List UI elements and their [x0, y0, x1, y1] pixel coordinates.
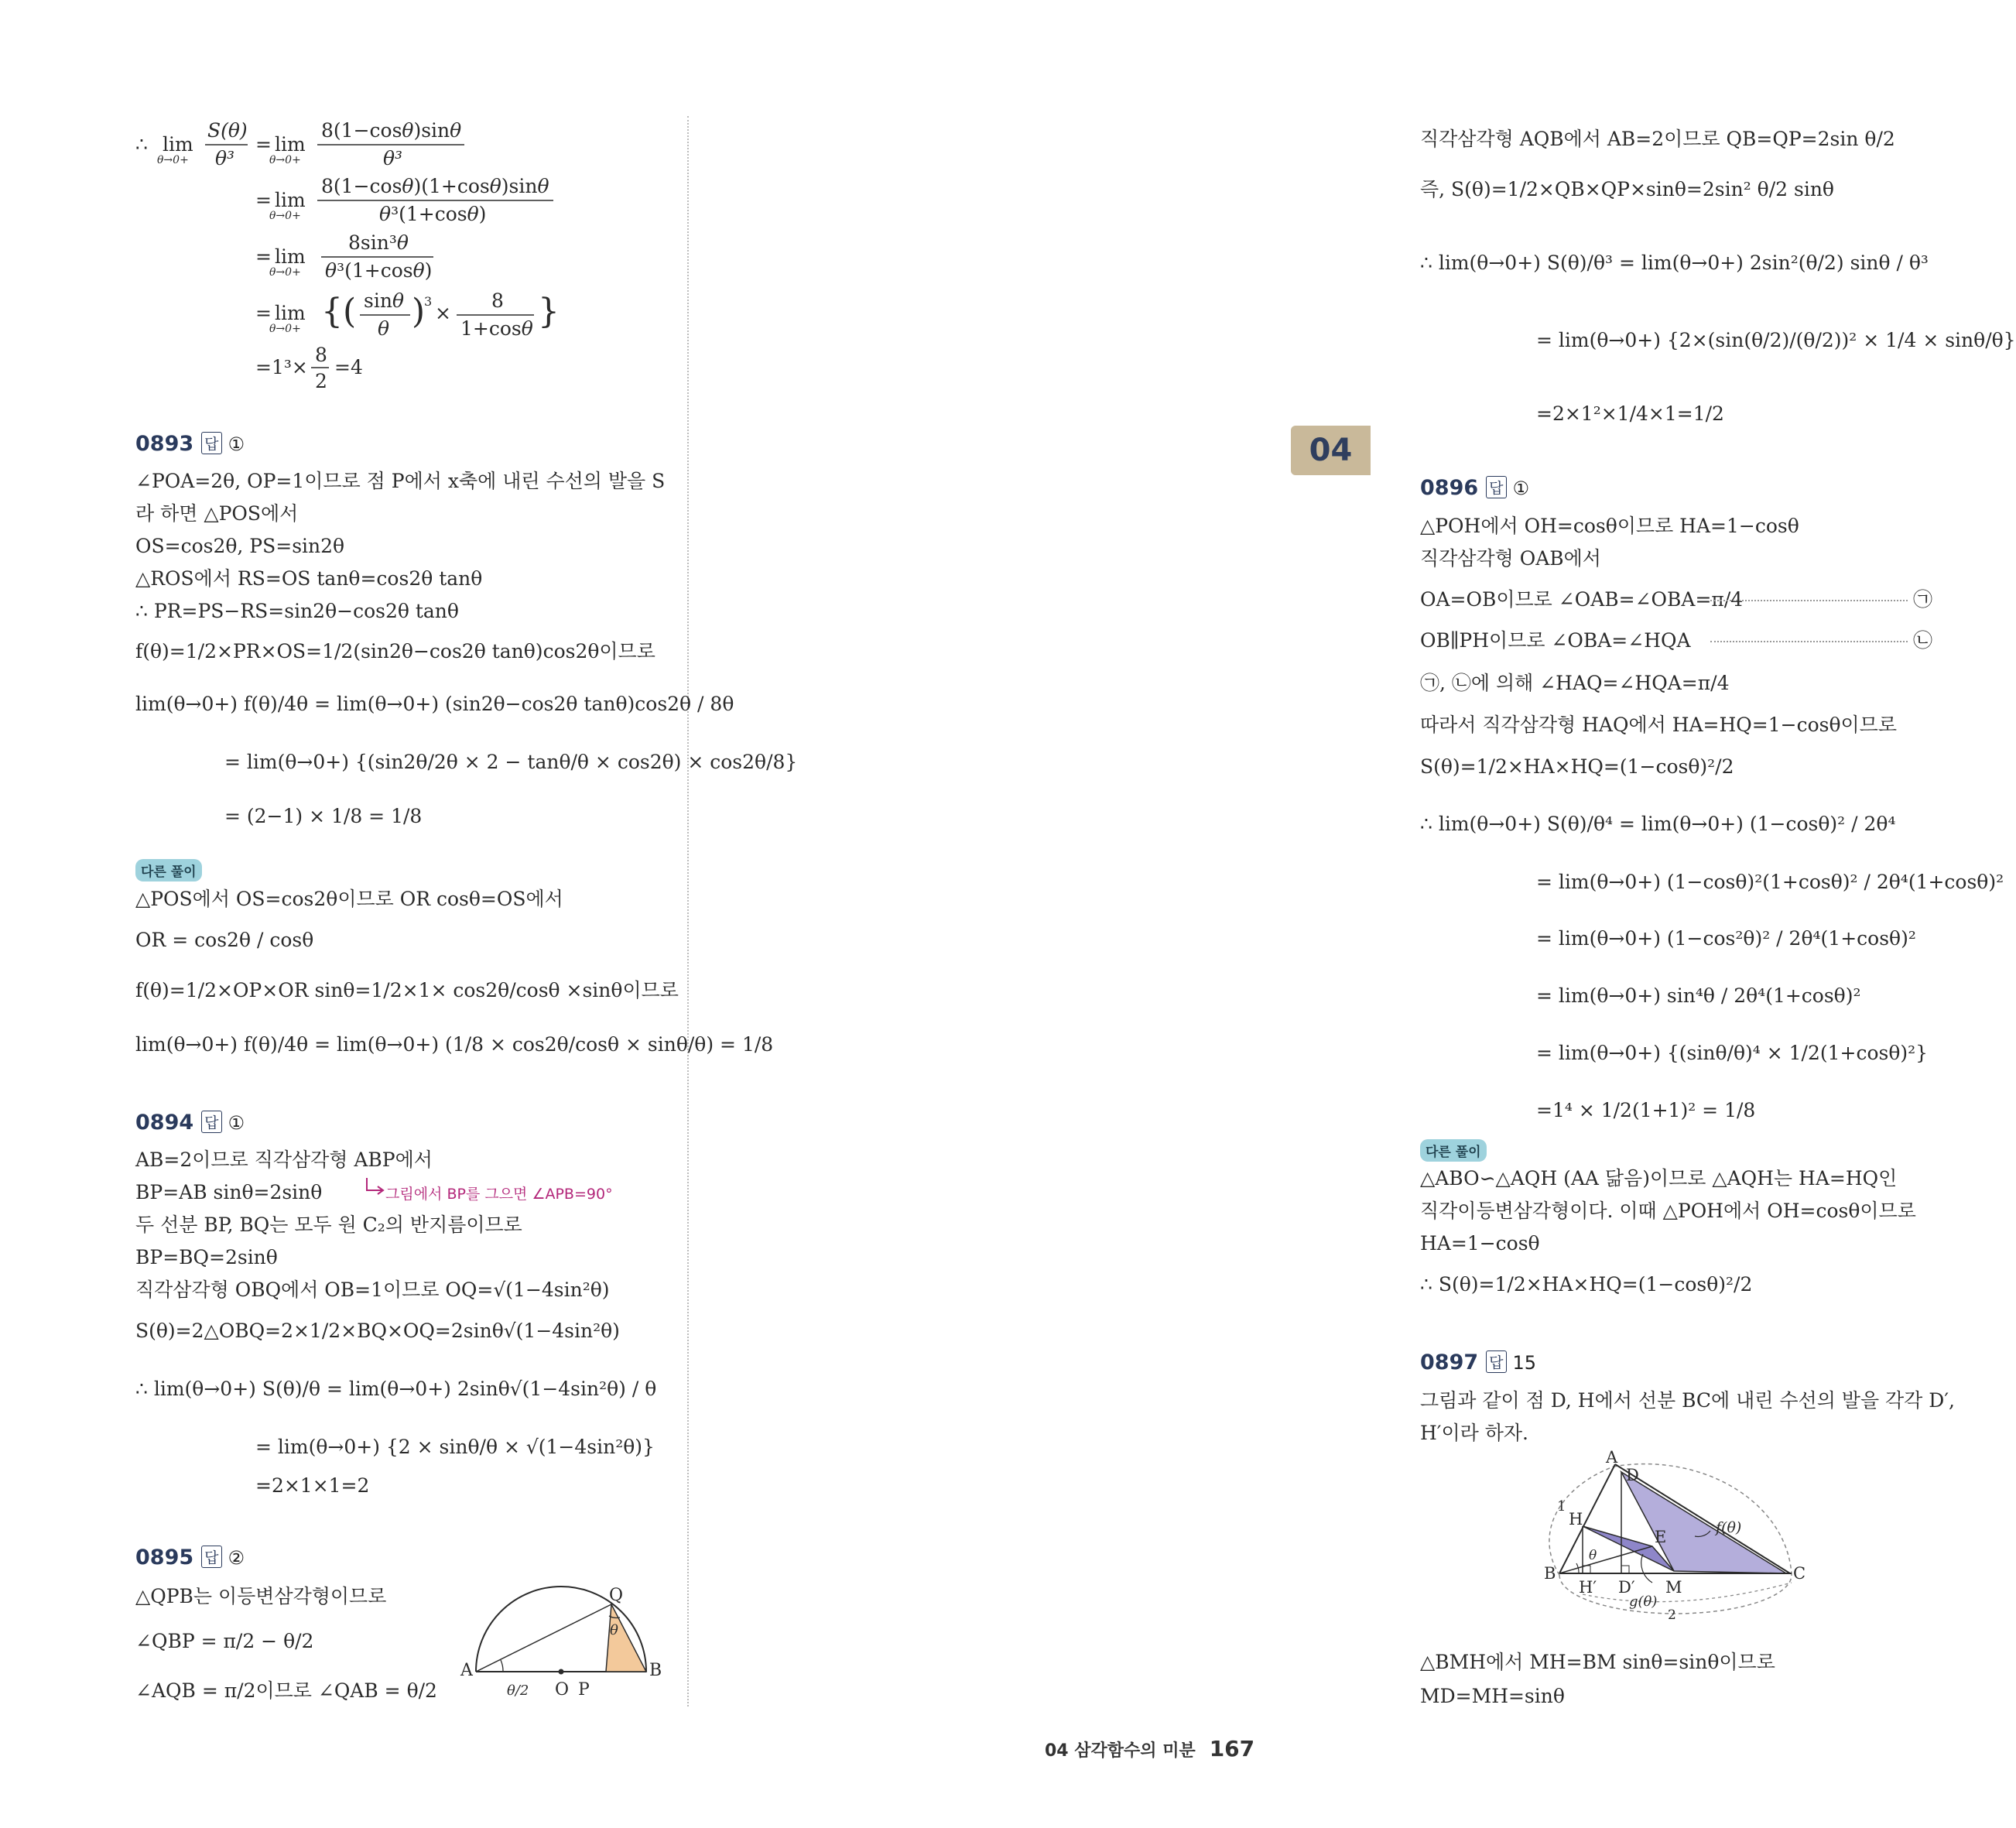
- svg-text:=1³×: =1³×: [255, 356, 308, 378]
- svg-text:θ→0+: θ→0+: [269, 210, 301, 222]
- solution-line: = lim(θ→0+) sin⁴θ / 2θ⁴(1+cosθ)²: [1536, 984, 1861, 1007]
- answer-badge: 답: [1486, 476, 1506, 498]
- function-label: g(θ): [1629, 1594, 1658, 1610]
- point-label: O: [555, 1680, 570, 1700]
- svg-text:): ): [412, 292, 426, 331]
- solution-line: = lim(θ→0+) (1−cos²θ)² / 2θ⁴(1+cosθ)²: [1536, 927, 1916, 950]
- svg-text:lim: lim: [275, 245, 306, 268]
- page-footer: [1045, 1736, 1254, 1761]
- alt-line: lim(θ→0+) f(θ)/4θ = lim(θ→0+) (1/8 × cos2θ/cosθ × sinθ/θ) = 1/8: [135, 1033, 774, 1056]
- svg-text:θ→0+: θ→0+: [269, 266, 301, 279]
- answer-badge: 답: [201, 1111, 221, 1133]
- solution-line: 직각삼각형 OAB에서: [1420, 547, 1601, 570]
- alt-line: △POS에서 OS=cos2θ이므로 OR cosθ=OS에서: [135, 888, 563, 910]
- svg-text:=4: =4: [334, 356, 363, 378]
- svg-text:=: =: [255, 245, 272, 268]
- solution-line: △POH에서 OH=cosθ이므로 HA=1−cosθ: [1420, 515, 1799, 537]
- margin-note: 그림에서 BP를 그으면 ∠APB=90°: [385, 1186, 613, 1203]
- solution-line: ∴ lim(θ→0+) S(θ)/θ³ = lim(θ→0+) 2sin²(θ/2) sinθ / θ³: [1420, 252, 1929, 274]
- answer-badge: 답: [1486, 1350, 1506, 1373]
- point-label: Q: [609, 1586, 624, 1605]
- alt-line: 직각이등변삼각형이다. 이때 △POH에서 OH=cosθ이므로: [1420, 1200, 1916, 1222]
- solution-line: △QPB는 이등변삼각형이므로: [135, 1585, 387, 1607]
- svg-text:lim: lim: [275, 302, 306, 324]
- point-label: C: [1793, 1564, 1806, 1583]
- solution-line: = lim(θ→0+) {2 × sinθ/θ × √(1−4sin²θ)}: [255, 1436, 655, 1458]
- svg-text:sinθ: sinθ: [364, 289, 404, 312]
- svg-text:∴: ∴: [135, 133, 148, 156]
- solution-line: ∠QBP = π/2 − θ/2: [135, 1630, 314, 1652]
- problem-number: 0894: [135, 1111, 194, 1135]
- point-label: P: [578, 1680, 590, 1700]
- svg-text:θ³(1+cosθ): θ³(1+cosθ): [379, 203, 487, 225]
- equation-mark: ㉡: [1913, 629, 1933, 652]
- svg-text:2: 2: [315, 370, 327, 392]
- semicircle-figure: [460, 1579, 669, 1703]
- solution-line: BP=AB sinθ=2sinθ: [135, 1181, 323, 1203]
- point-label: H′: [1579, 1578, 1597, 1597]
- solution-line: H′이라 하자.: [1420, 1422, 1528, 1444]
- point-label: B: [1544, 1564, 1556, 1583]
- solution-line: ∠AQB = π/2이므로 ∠QAB = θ/2: [135, 1679, 437, 1702]
- svg-text:lim: lim: [275, 133, 306, 156]
- problem-number: 0893: [135, 432, 194, 456]
- svg-text:1+cosθ: 1+cosθ: [460, 317, 533, 340]
- solution-line: 라 하면 △POS에서: [135, 502, 299, 525]
- problem-0894-header: [135, 1111, 245, 1135]
- point-label: E: [1655, 1528, 1667, 1546]
- leader-dots: [1710, 641, 1908, 642]
- svg-text:8(1−cosθ)(1+cosθ)sinθ: 8(1−cosθ)(1+cosθ)sinθ: [321, 175, 549, 197]
- answer-value: ①: [228, 433, 245, 455]
- length-label: 1: [1557, 1498, 1566, 1515]
- intro-derivation: [132, 112, 673, 391]
- column-divider: [687, 116, 689, 1706]
- svg-text:}: }: [538, 292, 560, 331]
- chapter-tab: 04: [1291, 426, 1371, 475]
- page-number: 167: [1209, 1736, 1255, 1761]
- svg-text:S(θ): S(θ): [207, 119, 248, 142]
- solution-line: = (2−1) × 1/8 = 1/8: [224, 805, 423, 827]
- svg-text:θ³(1+cosθ): θ³(1+cosθ): [325, 259, 433, 282]
- solution-line: OS=cos2θ, PS=sin2θ: [135, 535, 345, 557]
- svg-text:θ³: θ³: [215, 147, 235, 169]
- svg-text:×: ×: [435, 302, 451, 324]
- solution-line: =2×1²×1/4×1=1/2: [1536, 402, 1724, 425]
- svg-text:lim: lim: [275, 189, 306, 211]
- solution-line: 직각삼각형 OBQ에서 OB=1이므로 OQ=√(1−4sin²θ): [135, 1279, 610, 1301]
- svg-text:θ→0+: θ→0+: [269, 323, 301, 335]
- svg-text:8: 8: [491, 289, 504, 312]
- svg-text:θ: θ: [378, 317, 390, 340]
- solution-line: AB=2이므로 직각삼각형 ABP에서: [135, 1148, 433, 1171]
- answer-badge: 답: [201, 432, 221, 454]
- point-label: M: [1665, 1578, 1682, 1597]
- point-label: A: [1606, 1448, 1618, 1467]
- solution-line: ∴ lim(θ→0+) S(θ)/θ⁴ = lim(θ→0+) (1−cosθ)² / 2θ⁴: [1420, 813, 1896, 835]
- svg-text:8sin³θ: 8sin³θ: [348, 231, 409, 254]
- solution-line: =1⁴ × 1/2(1+1)² = 1/8: [1536, 1099, 1756, 1121]
- solution-line: 따라서 직각삼각형 HAQ에서 HA=HQ=1−cosθ이므로: [1420, 714, 1897, 736]
- answer-value: ①: [228, 1112, 245, 1134]
- problem-0893-header: [135, 432, 245, 456]
- solution-line: OB∥PH이므로 ∠OBA=∠HQA: [1420, 629, 1691, 652]
- alt-line: f(θ)=1/2×OP×OR sinθ=1/2×1× cos2θ/cosθ ×sinθ이므로: [135, 979, 679, 1001]
- problem-number: 0895: [135, 1546, 194, 1570]
- length-label: 2: [1668, 1607, 1676, 1623]
- solution-line: BP=BQ=2sinθ: [135, 1246, 278, 1268]
- alt-solution-label: 다른 풀이: [1420, 1139, 1487, 1162]
- problem-0896-header: [1420, 476, 1529, 500]
- solution-line: 그림과 같이 점 D, H에서 선분 BC에 내린 수선의 발을 각각 D′,: [1420, 1389, 1955, 1412]
- angle-label: θ/2: [507, 1683, 529, 1699]
- alt-line: OR = cos2θ / cosθ: [135, 929, 314, 951]
- problem-number: 0897: [1420, 1350, 1479, 1374]
- svg-text:{(: {(: [321, 292, 357, 331]
- solution-line: =2×1×1=2: [255, 1474, 370, 1497]
- problem-0895-header: [135, 1546, 245, 1570]
- alt-line: △ABO∽△AQH (AA 닮음)이므로 △AQH는 HA=HQ인: [1420, 1167, 1898, 1190]
- svg-text:θ→0+: θ→0+: [269, 154, 301, 166]
- solution-line: S(θ)=2△OBQ=2×1/2×BQ×OQ=2sinθ√(1−4sin²θ): [135, 1320, 620, 1342]
- solution-line: △BMH에서 MH=BM sinθ=sinθ이므로: [1420, 1651, 1775, 1673]
- point-label: A: [460, 1661, 473, 1680]
- leader-dots: [1710, 600, 1908, 601]
- answer-value: ①: [1512, 478, 1530, 499]
- alt-line: ∴ S(θ)=1/2×HA×HQ=(1−cosθ)²/2: [1420, 1273, 1753, 1296]
- svg-text:θ→0+: θ→0+: [157, 154, 189, 166]
- problem-0897-header: [1420, 1350, 1536, 1374]
- solution-line: S(θ)=1/2×HA×HQ=(1−cosθ)²/2: [1420, 755, 1734, 778]
- point-label: H: [1569, 1510, 1583, 1528]
- solution-line: f(θ)=1/2×PR×OS=1/2(sin2θ−cos2θ tanθ)cos2θ이므로: [135, 640, 655, 662]
- svg-text:8: 8: [315, 344, 327, 366]
- solution-line: = lim(θ→0+) {(sin2θ/2θ × 2 − tanθ/θ × cos2θ) × cos2θ/8}: [224, 751, 798, 773]
- solution-line: OA=OB이므로 ∠OAB=∠OBA=π/4: [1420, 588, 1744, 611]
- svg-text:θ³: θ³: [383, 147, 403, 169]
- chapter-title: 04 삼각함수의 미분: [1045, 1741, 1196, 1761]
- svg-text:lim: lim: [163, 133, 193, 156]
- solution-line: MD=MH=sinθ: [1420, 1685, 1565, 1707]
- alt-solution-label: 다른 풀이: [135, 859, 202, 881]
- solution-line: △ROS에서 RS=OS tanθ=cos2θ tanθ: [135, 567, 483, 590]
- solution-line: = lim(θ→0+) {2×(sin(θ/2)/(θ/2))² × 1/4 × sinθ/θ}: [1536, 329, 2016, 351]
- svg-text:=: =: [255, 302, 272, 324]
- point-label: D: [1626, 1466, 1639, 1484]
- solution-line: 직각삼각형 AQB에서 AB=2이므로 QB=QP=2sin θ/2: [1420, 128, 1895, 150]
- answer-badge: 답: [201, 1546, 221, 1568]
- function-label: f(θ): [1716, 1519, 1742, 1536]
- solution-line: lim(θ→0+) f(θ)/4θ = lim(θ→0+) (sin2θ−cos2θ tanθ)cos2θ / 8θ: [135, 693, 734, 715]
- equation-mark: ㉠: [1913, 588, 1933, 611]
- solution-line: 두 선분 BP, BQ는 모두 원 C₂의 반지름이므로: [135, 1214, 522, 1236]
- solution-line: ∠POA=2θ, OP=1이므로 점 P에서 x축에 내린 수선의 발을 S: [135, 470, 666, 492]
- solution-line: = lim(θ→0+) (1−cosθ)²(1+cosθ)² / 2θ⁴(1+cosθ)²: [1536, 871, 2004, 893]
- triangle-figure: [1544, 1448, 1823, 1623]
- point-label: B: [649, 1661, 662, 1680]
- svg-text:=: =: [255, 189, 272, 211]
- svg-text:=: =: [255, 133, 272, 156]
- angle-label: θ: [610, 1622, 618, 1638]
- solution-line: 즉, S(θ)=1/2×QB×QP×sinθ=2sin² θ/2 sinθ: [1420, 178, 1834, 200]
- solution-line: ∴ PR=PS−RS=sin2θ−cos2θ tanθ: [135, 600, 459, 622]
- point-label: D′: [1618, 1578, 1635, 1597]
- angle-label: θ: [1589, 1548, 1597, 1563]
- svg-text:8(1−cosθ)sinθ: 8(1−cosθ)sinθ: [321, 119, 462, 142]
- solution-line: = lim(θ→0+) {(sinθ/θ)⁴ × 1/2(1+cosθ)²}: [1536, 1042, 1929, 1064]
- answer-value: ②: [228, 1547, 245, 1569]
- solution-line: ∴ lim(θ→0+) S(θ)/θ = lim(θ→0+) 2sinθ√(1−4sin²θ) / θ: [135, 1378, 657, 1400]
- answer-value: 15: [1512, 1352, 1537, 1374]
- problem-number: 0896: [1420, 476, 1479, 500]
- solution-line: ㉠, ㉡에 의해 ∠HAQ=∠HQA=π/4: [1420, 672, 1730, 694]
- svg-text:3: 3: [424, 294, 433, 309]
- alt-line: HA=1−cosθ: [1420, 1232, 1540, 1255]
